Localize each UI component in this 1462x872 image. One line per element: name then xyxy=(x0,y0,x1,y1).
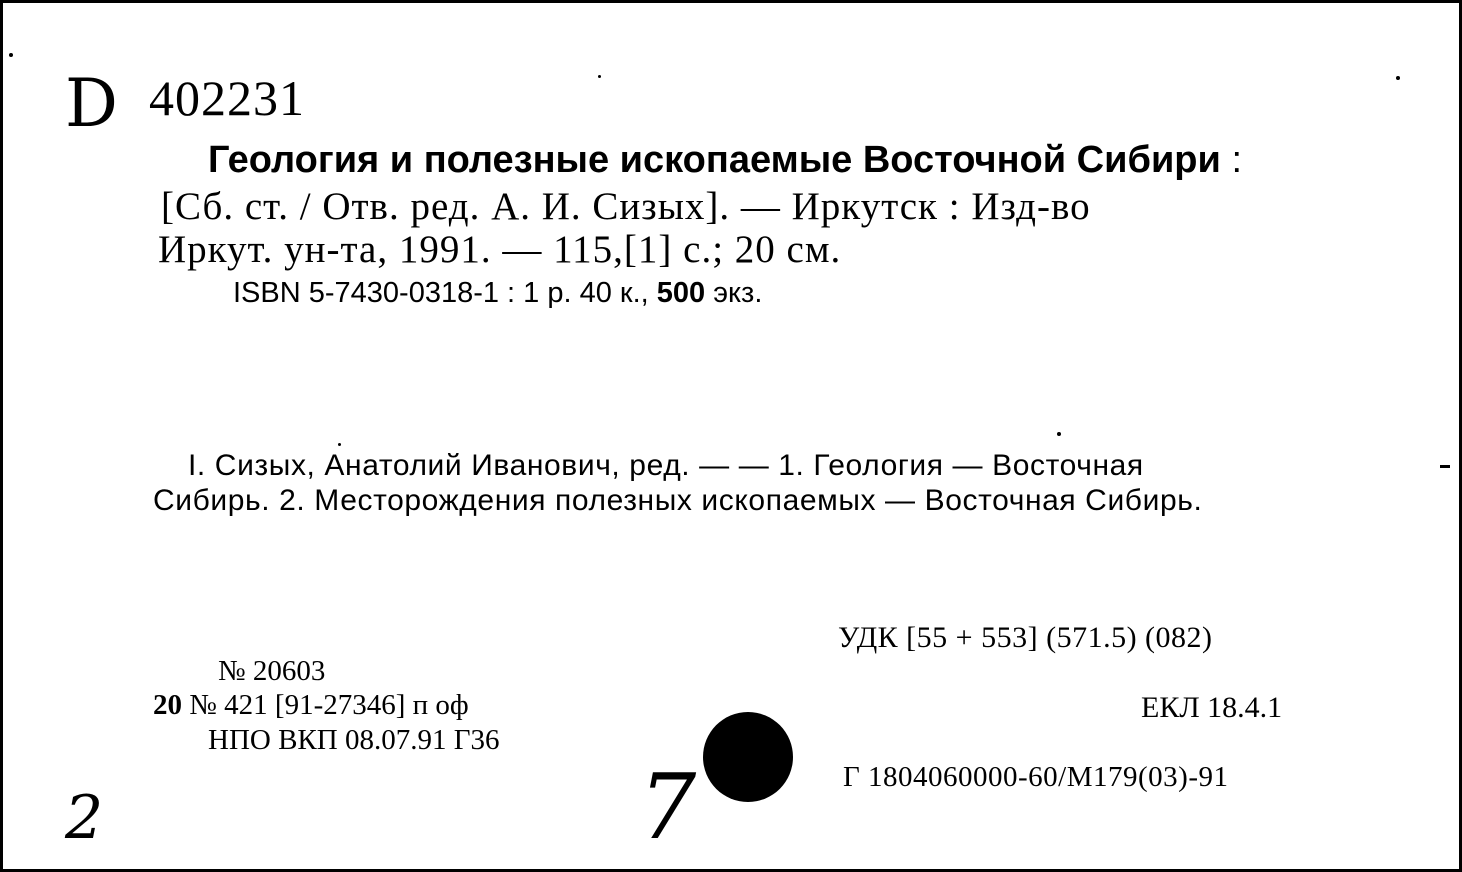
udk-code: УДК [55 + 553] (571.5) (082) xyxy=(838,621,1213,654)
ink-speck xyxy=(1396,76,1400,80)
handwritten-mark-center: 7 xyxy=(639,755,697,860)
ink-speck xyxy=(338,443,341,446)
header-letter: D xyxy=(65,65,118,142)
subject-headings-line-1: I. Сизых, Анатолий Иванович, ред. — — 1. Геология — Восточная xyxy=(188,449,1144,482)
ink-speck xyxy=(1057,432,1061,436)
ekl-code: ЕКЛ 18.4.1 xyxy=(1141,691,1283,724)
order-line xyxy=(153,691,469,720)
title-colon: : xyxy=(1220,139,1243,181)
accession-number: 402231 xyxy=(149,70,305,126)
book-title xyxy=(208,141,1242,179)
g-code: Г 1804060000-60/М179(03)-91 xyxy=(843,761,1229,793)
margin-dash xyxy=(1440,465,1450,468)
printer-line: НПО ВКП 08.07.91 Г36 xyxy=(208,724,500,756)
handwritten-mark-left: 2 xyxy=(65,783,104,853)
ink-speck xyxy=(9,53,13,57)
subject-headings-line-2: Сибирь. 2. Месторождения полезных ископаемых — Восточная Сибирь. xyxy=(153,484,1203,517)
isbn-copies-suffix: экз. xyxy=(705,277,763,309)
bibliographic-line-3: Иркут. ун-та, 1991. — 115,[1] с.; 20 см. xyxy=(158,228,842,271)
order-details: № 421 [91-27346] п оф xyxy=(182,689,469,721)
bibliographic-line-2: [Сб. ст. / Отв. ред. А. И. Сизых]. — Иркутск : Изд-во xyxy=(161,185,1091,228)
punched-hole xyxy=(703,712,793,802)
card-number: № 20603 xyxy=(218,655,326,687)
isbn-text: ISBN 5-7430-0318-1 : 1 р. 40 к., xyxy=(233,277,657,309)
book-title-text: Геология и полезные ископаемые Восточной Сибири xyxy=(208,139,1221,181)
isbn-copies: 500 xyxy=(656,277,706,309)
ink-speck xyxy=(598,75,601,78)
isbn-line xyxy=(233,279,762,308)
order-count: 20 xyxy=(153,689,182,721)
